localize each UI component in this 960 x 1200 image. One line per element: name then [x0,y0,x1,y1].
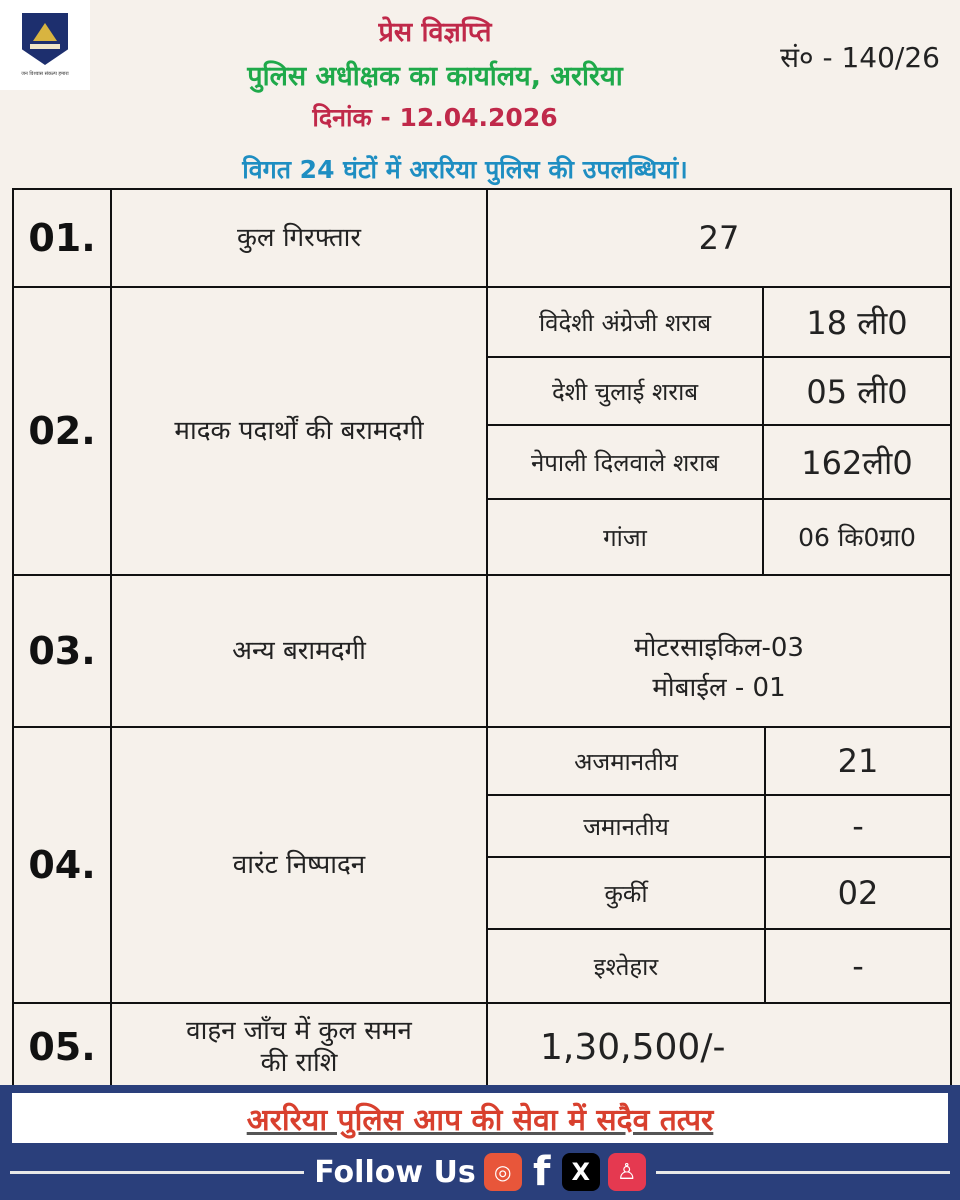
warrant-count: - [764,928,952,1004]
warrant-type: जमानतीय [486,794,766,858]
drug-quantity: 06 कि0ग्रा0 [762,498,952,576]
warrant-count: - [764,794,952,858]
vehicle-fine-label [110,1002,488,1092]
vehicle-fine-amount: 1,30,500/- [486,1002,952,1092]
release-date: दिनांक - 12.04.2026 [312,103,558,132]
total-arrests-value: 27 [486,188,952,288]
motorcycle-count: मोटरसाइकिल-03 [634,633,804,663]
follow-us-label: Follow Us [314,1154,476,1190]
row-number: 04. [12,726,112,1004]
reference-number: सं० - 140/26 [780,41,940,74]
row-label-line2: की राशि [260,1048,338,1078]
row-label: मादक पदार्थों की बरामदगी [110,286,488,576]
press-release-title: प्रेस विज्ञप्ति [378,17,492,48]
mobile-count: मोबाईल - 01 [652,673,786,703]
warrant-type: इश्तेहार [486,928,766,1004]
drug-type: गांजा [486,498,764,576]
row-number: 02. [12,286,112,576]
office-name: पुलिस अधीक्षक का कार्यालय, अररिया [247,61,623,92]
warrant-count: 21 [764,726,952,796]
instagram-icon[interactable]: ◎ [484,1153,522,1191]
liquor-quantity: 18 ली0 [762,286,952,358]
police-slogan: अररिया पुलिस आप की सेवा में सदैव तत्पर [246,1102,714,1138]
report-subtitle: विगत 24 घंटों में अररिया पुलिस की उपलब्धियां। [242,155,688,184]
row-label-line1: वाहन जाँच में कुल समन [186,1015,412,1046]
row-label: वारंट निष्पादन [110,726,488,1004]
liquor-quantity: 162ली0 [762,424,952,500]
slogan-band [12,1093,948,1143]
liquor-type: देशी चुलाई शराब [486,356,764,426]
facebook-icon[interactable]: f [533,1149,551,1195]
liquor-quantity: 05 ली0 [762,356,952,426]
other-recoveries [486,574,952,728]
liquor-type: विदेशी अंग्रेजी शराब [486,286,764,358]
warrant-count: 02 [764,856,952,930]
row-number: 05. [12,1002,112,1092]
row-label: अन्य बरामदगी [110,574,488,728]
row-number: 03. [12,574,112,728]
liquor-type: नेपाली दिलवाले शराब [486,424,764,500]
social-follow-bar [0,1147,960,1197]
logo-motto: जन विश्वास संकल्प हमारा [21,71,69,77]
footer-banner [0,1085,960,1200]
row-number: 01. [12,188,112,288]
row-label: कुल गिरफ्तार [110,188,488,288]
x-icon[interactable]: X [562,1153,600,1191]
warrant-type: अजमानतीय [486,726,766,796]
warrant-type: कुर्की [486,856,766,930]
app-icon[interactable]: ♙ [608,1153,646,1191]
